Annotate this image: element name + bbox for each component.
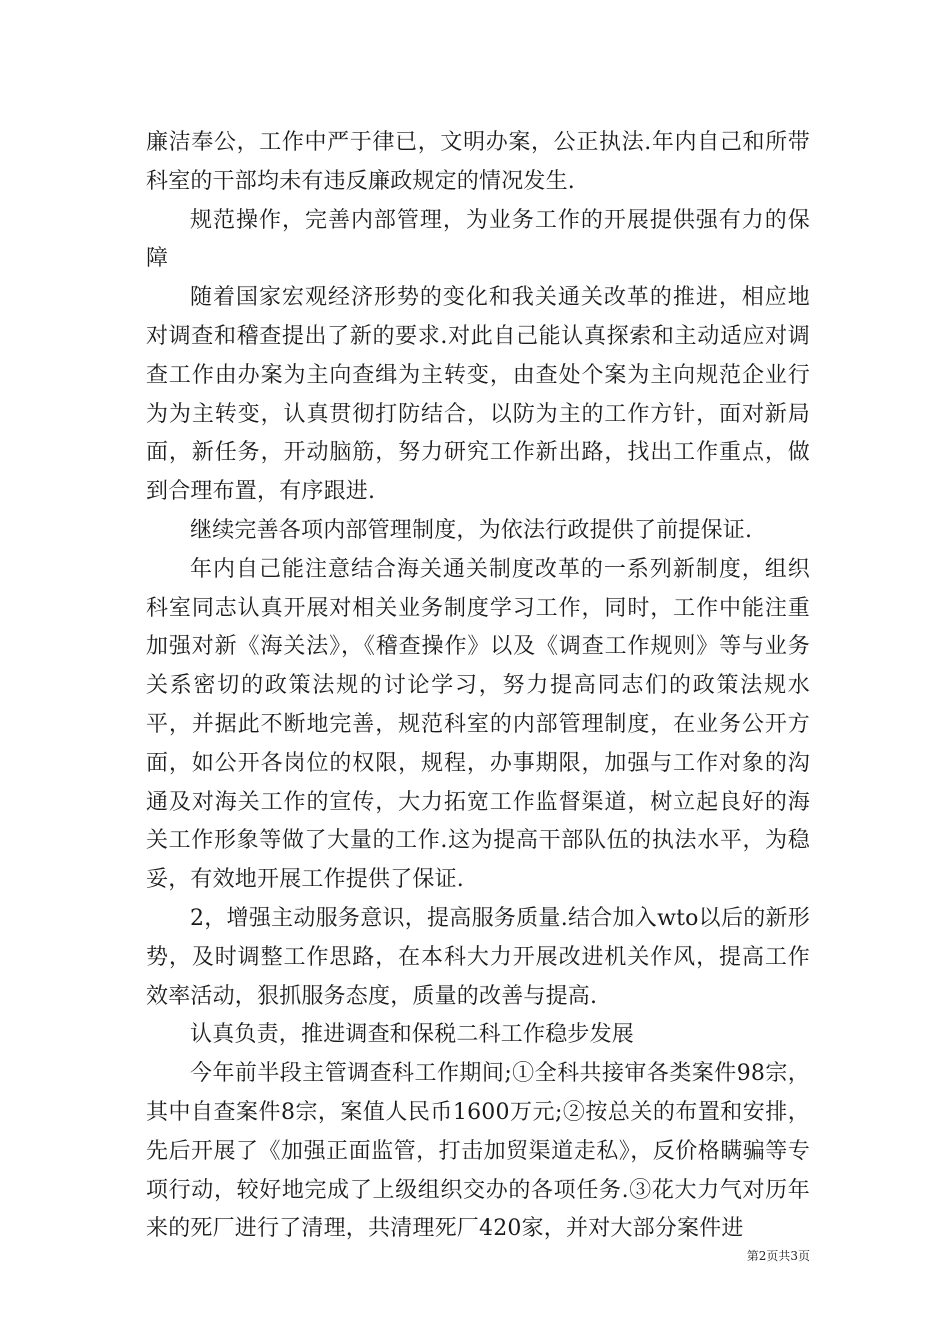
page-number-footer: 第2页共3页 [746,1249,810,1263]
document-body [146,124,810,1249]
section-heading-standard-operation: 规范操作，完善内部管理，为业务工作的开展提供强有力的保障 [146,207,810,272]
paragraph-3: 随着国家宏观经济形势的变化和我关通关改革的推进，相应地对调查和稽查提出了新的要求.对此自己能认真探索和主动适应对调查工作由办案为主向查缉为主转变，由查处个案为主向规范企业行为为主转变，认真贯彻打防结合，以防为主的工作方针，面对新局面，新任务，开动脑筋，努力研究工作新出路，找出工作重点，做到合理布置，有序跟进. [146,285,810,505]
paragraph-1: 廉洁奉公，工作中严于律已，文明办案，公正执法.年内自己和所带科室的干部均未有违反廉政规定的情况发生. [146,130,810,194]
paragraph-8: 今年前半段主管调查科工作期间;①全科共接审各类案件98宗，其中自查案件8宗，案值人民币1600万元;②按总关的布置和安排，先后开展了《加强正面监管，打击加贸渠道走私》，反价格瞒骗等专项行动，较好地完成了上级组织交办的各项任务.③花大力气对历年来的死厂进行了清理，共清理死厂420家，并对大部分案件进 [146,1061,810,1242]
section-heading-responsibility: 认真负责，推进调查和保税二科工作稳步发展 [190,1022,635,1048]
section-heading-internal-management: 继续完善各项内部管理制度，为依法行政提供了前提保证. [190,517,753,543]
paragraph-5: 年内自己能注意结合海关通关制度改革的一系列新制度，组织科室同志认真开展对相关业务制度学习工作，同时，工作中能注重加强对新《海关法》，《稽查操作》以及《调查工作规则》等与业务关系密切的政策法规的讨论学习，努力提高同志们的政策法规水平，并据此不断地完善，规范科室的内部管理制度，在业务公开方面，如公开各岗位的权限，规程，办事期限，加强与工作对象的沟通及对海关工作的宣传，大力拓宽工作监督渠道，树立起良好的海关工作形象等做了大量的工作.这为提高干部队伍的执法水平，为稳妥，有效地开展工作提供了保证. [146,556,810,893]
paragraph-6: 2，增强主动服务意识，提高服务质量.结合加入wto以后的新形势，及时调整工作思路，在本科大力开展改进机关作风，提高工作效率活动，狠抓服务态度，质量的改善与提高. [146,905,810,1009]
